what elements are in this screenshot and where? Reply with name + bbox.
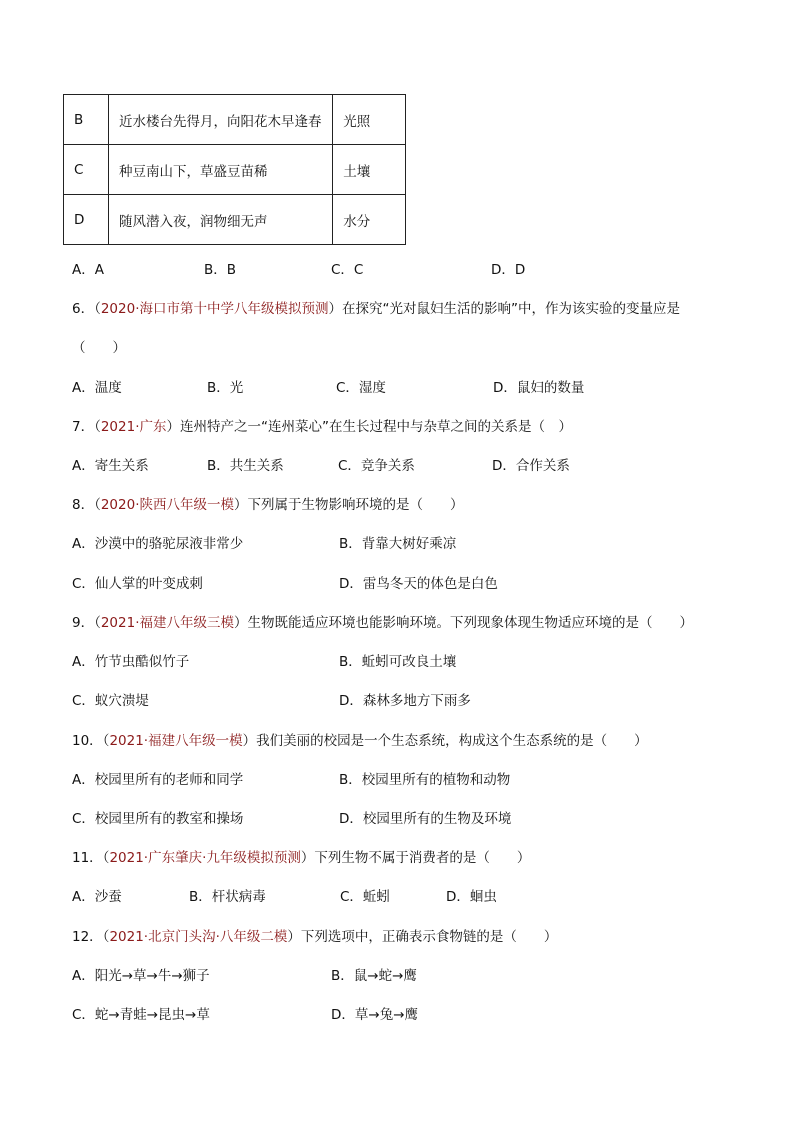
q11-option-d: D．蛔虫 (446, 889, 497, 905)
q12-option-d: D．草→兔→鹰 (331, 1007, 419, 1023)
question-source: 2021·福建八年级三模 (100, 615, 234, 631)
question-text: ）生物既能适应环境也能影响环境。下列现象体现生物适应环境的是（ ） (234, 615, 693, 631)
q7-option-a: A．寄生关系 (72, 458, 149, 474)
q6-option-b: B．光 (207, 380, 244, 396)
question-source: 2020·海口市第十中学八年级模拟预测 (100, 301, 329, 317)
question-10-stem (72, 729, 648, 749)
question-11-stem (72, 846, 530, 866)
q10-option-c: C．校园里所有的教室和操场 (72, 811, 244, 827)
q7-option-b: B．共生关系 (207, 458, 284, 474)
q7-option-d: D．合作关系 (492, 458, 570, 474)
question-number: 10．（ (72, 733, 110, 749)
row-letter: B (64, 95, 109, 145)
row-factor: 光照 (333, 95, 406, 145)
table-row (64, 145, 406, 195)
q8-option-c: C．仙人掌的叶变成刺 (72, 576, 203, 592)
question-text: ）我们美丽的校园是一个生态系统，构成这个生态系统的是（ ） (242, 733, 648, 749)
question-12-stem (72, 925, 557, 945)
row-poem: 种豆南山下，草盛豆苗稀 (109, 145, 333, 195)
q11-option-a: A．沙蚕 (72, 889, 122, 905)
question-number: 12．（ (72, 929, 110, 945)
q5-option-c: C．C (331, 262, 364, 278)
question-number: 8．（ (72, 497, 101, 513)
question-7-stem (72, 415, 572, 435)
row-poem: 近水楼台先得月，向阳花木早逢春 (109, 95, 333, 145)
question-8-stem (72, 493, 464, 513)
q9-option-a: A．竹节虫酷似竹子 (72, 654, 190, 670)
question-number: 6．（ (72, 301, 101, 317)
q9-option-c: C．蚁穴溃堤 (72, 693, 149, 709)
question-text: ）在探究“光对鼠妇生活的影响”中，作为该实验的变量应是 (328, 301, 680, 317)
q5-option-a: A．A (72, 262, 104, 278)
q9-option-b: B．蚯蚓可改良土壤 (339, 654, 457, 670)
q11-option-c: C．蚯蚓 (340, 889, 390, 905)
question-text: ）下列生物不属于消费者的是（ ） (300, 850, 531, 866)
q10-option-d: D．校园里所有的生物及环境 (339, 811, 512, 827)
question-9-stem (72, 611, 693, 631)
q12-option-a: A．阳光→草→牛→狮子 (72, 968, 210, 984)
question-source: 2020·陕西八年级一模 (100, 497, 234, 513)
q7-option-c: C．竞争关系 (338, 458, 415, 474)
q12-option-c: C．蛇→青蛙→昆虫→草 (72, 1007, 210, 1023)
question-number: 9．（ (72, 615, 101, 631)
q5-option-b: B．B (204, 262, 237, 278)
q8-option-b: B．背靠大树好乘凉 (339, 536, 457, 552)
q6-option-d: D．鼠妇的数量 (493, 380, 585, 396)
factor-table (63, 94, 406, 245)
question-6-paren: （ ） (72, 340, 126, 356)
row-factor: 水分 (333, 195, 406, 245)
q9-option-d: D．森林多地方下雨多 (339, 693, 471, 709)
table-row (64, 195, 406, 245)
row-poem: 随风潜入夜，润物细无声 (109, 195, 333, 245)
table-row (64, 95, 406, 145)
question-source: 2021·北京门头沟·八年级二模 (109, 929, 288, 945)
q6-option-c: C．湿度 (336, 380, 386, 396)
q11-option-b: B．杆状病毒 (189, 889, 266, 905)
question-source: 2021·福建八年级一模 (109, 733, 243, 749)
row-letter: C (64, 145, 109, 195)
q12-option-b: B．鼠→蛇→鹰 (331, 968, 417, 984)
question-source: 2021·广东肇庆·九年级模拟预测 (109, 850, 301, 866)
question-number: 11．（ (72, 850, 110, 866)
q6-option-a: A．温度 (72, 380, 122, 396)
q5-option-d: D．D (491, 262, 526, 278)
question-text: ）下列选项中，正确表示食物链的是（ ） (287, 929, 558, 945)
row-factor: 土壤 (333, 145, 406, 195)
question-6-stem (72, 297, 680, 317)
question-text: ）下列属于生物影响环境的是（ ） (234, 497, 464, 513)
question-source: 2021·广东 (100, 419, 167, 435)
q10-option-b: B．校园里所有的植物和动物 (339, 772, 511, 788)
question-number: 7．（ (72, 419, 101, 435)
q8-option-d: D．雷鸟冬天的体色是白色 (339, 576, 498, 592)
q8-option-a: A．沙漠中的骆驼尿液非常少 (72, 536, 244, 552)
row-letter: D (64, 195, 109, 245)
q10-option-a: A．校园里所有的老师和同学 (72, 772, 244, 788)
question-text: ）连州特产之一“连州菜心”在生长过程中与杂草之间的关系是（ ） (166, 419, 572, 435)
